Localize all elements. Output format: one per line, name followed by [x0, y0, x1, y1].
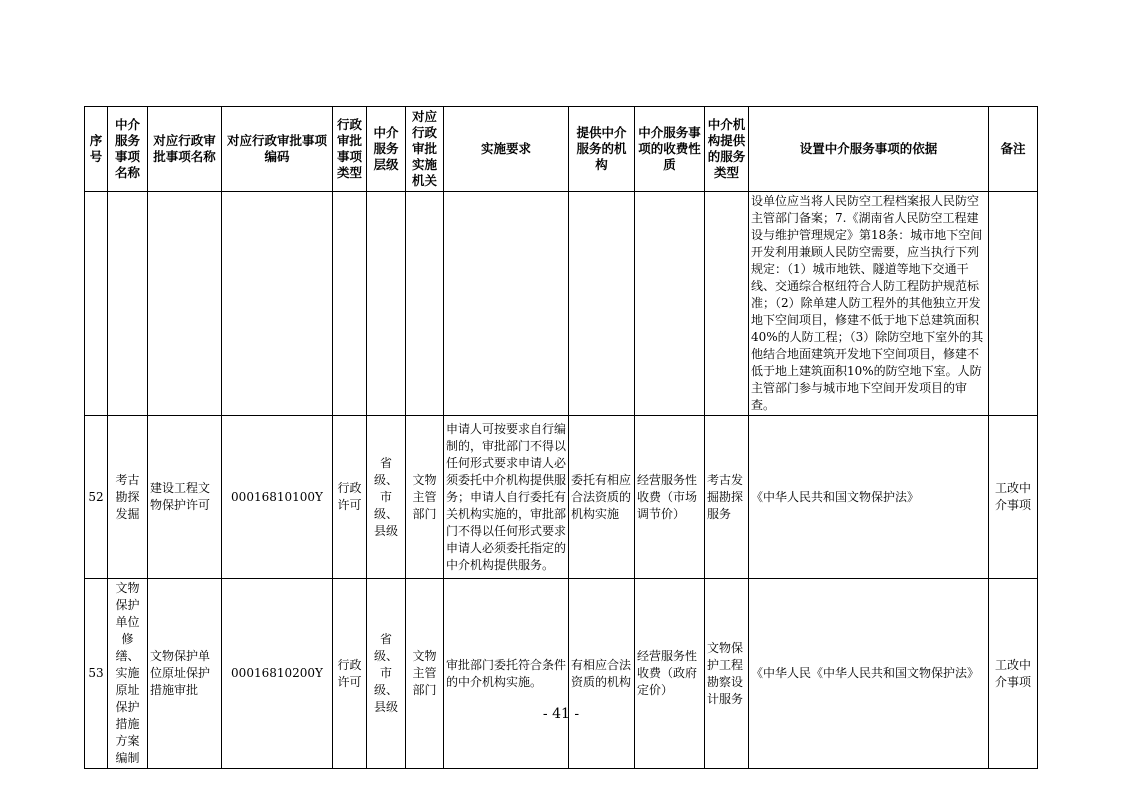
cell-seq	[85, 192, 108, 416]
header-service-type: 中介机构提供的服务类型	[705, 107, 749, 192]
cell-agency	[406, 192, 444, 416]
cell-item-type	[333, 192, 367, 416]
cell-item-code: 00016810200Y	[222, 579, 333, 769]
cell-item-code: 00016810100Y	[222, 416, 333, 579]
cell-fee-nature: 经营服务性收费（市场调节价）	[635, 416, 705, 579]
cell-service-name	[108, 192, 148, 416]
header-fee-nature: 中介服务事项的收费性质	[635, 107, 705, 192]
cell-item-type: 行政许可	[333, 416, 367, 579]
cell-remarks: 工改中介事项	[989, 579, 1038, 769]
cell-fee-nature	[635, 192, 705, 416]
header-item-name: 对应行政审批事项名称	[148, 107, 222, 192]
cell-remarks: 工改中介事项	[989, 416, 1038, 579]
cell-service-name: 文物保护单位修缮、实施原址保护措施方案编制	[108, 579, 148, 769]
header-agency: 对应行政审批实施机关	[406, 107, 444, 192]
cell-service-name: 考古勘探发掘	[108, 416, 148, 579]
cell-item-name: 建设工程文物保护许可	[148, 416, 222, 579]
header-seq: 序号	[85, 107, 108, 192]
cell-requirements	[444, 192, 569, 416]
cell-agency: 文物主管部门	[406, 579, 444, 769]
cell-basis: 《中华人民《中华人民共和国文物保护法》	[749, 579, 989, 769]
approval-items-table	[84, 106, 1038, 769]
header-provider: 提供中介服务的机构	[569, 107, 635, 192]
table-row	[85, 416, 1038, 579]
cell-basis: 设单位应当将人民防空工程档案报人民防空主管部门备案；7.《湖南省人民防空工程建设与维护管理规定》第18条：城市地下空间开发利用兼顾人民防空需要，应当执行下列规定：（1）城市地铁、隧道等地下交通干线、交通综合枢纽符合人防工程防护规范标准；（2）除单建人防工程外的其他独立开发地下空间项目，修建不低于地下总建筑面积40%的人防工程；（3）除防空地下室外的其他结合地面建筑开发地下空间项目，修建不低于地上建筑面积10%的防空地下室。人防主管部门参与城市地下空间开发项目的审查。	[749, 192, 989, 416]
cell-item-name	[148, 192, 222, 416]
cell-service-type	[705, 192, 749, 416]
header-row	[85, 107, 1038, 192]
header-service-name: 中介服务事项名称	[108, 107, 148, 192]
cell-seq: 53	[85, 579, 108, 769]
cell-item-name: 文物保护单位原址保护措施审批	[148, 579, 222, 769]
cell-basis: 《中华人民共和国文物保护法》	[749, 416, 989, 579]
header-item-code: 对应行政审批事项编码	[222, 107, 333, 192]
cell-requirements: 审批部门委托符合条件的中介机构实施。	[444, 579, 569, 769]
cell-provider: 委托有相应合法资质的机构实施	[569, 416, 635, 579]
table-row	[85, 192, 1038, 416]
table-row	[85, 579, 1038, 769]
cell-service-level: 省级、市级、县级	[367, 579, 406, 769]
header-service-level: 中介服务层级	[367, 107, 406, 192]
header-requirements: 实施要求	[444, 107, 569, 192]
cell-service-type: 文物保护工程勘察设计服务	[705, 579, 749, 769]
cell-item-code	[222, 192, 333, 416]
cell-service-level: 省级、市级、县级	[367, 416, 406, 579]
cell-service-level	[367, 192, 406, 416]
cell-provider	[569, 192, 635, 416]
cell-seq: 52	[85, 416, 108, 579]
cell-item-type: 行政许可	[333, 579, 367, 769]
cell-agency: 文物主管部门	[406, 416, 444, 579]
cell-provider: 有相应合法资质的机构	[569, 579, 635, 769]
cell-requirements: 申请人可按要求自行编制的，审批部门不得以任何形式要求申请人必须委托中介机构提供服务；申请人自行委托有关机构实施的，审批部门不得以任何形式要求申请人必须委托指定的中介机构提供服务。	[444, 416, 569, 579]
header-basis: 设置中介服务事项的依据	[749, 107, 989, 192]
cell-remarks	[989, 192, 1038, 416]
header-remarks: 备注	[989, 107, 1038, 192]
page-number: - 41 -	[542, 706, 580, 722]
cell-service-type: 考古发掘勘探服务	[705, 416, 749, 579]
cell-fee-nature: 经营服务性收费（政府定价）	[635, 579, 705, 769]
header-item-type: 行政审批事项类型	[333, 107, 367, 192]
